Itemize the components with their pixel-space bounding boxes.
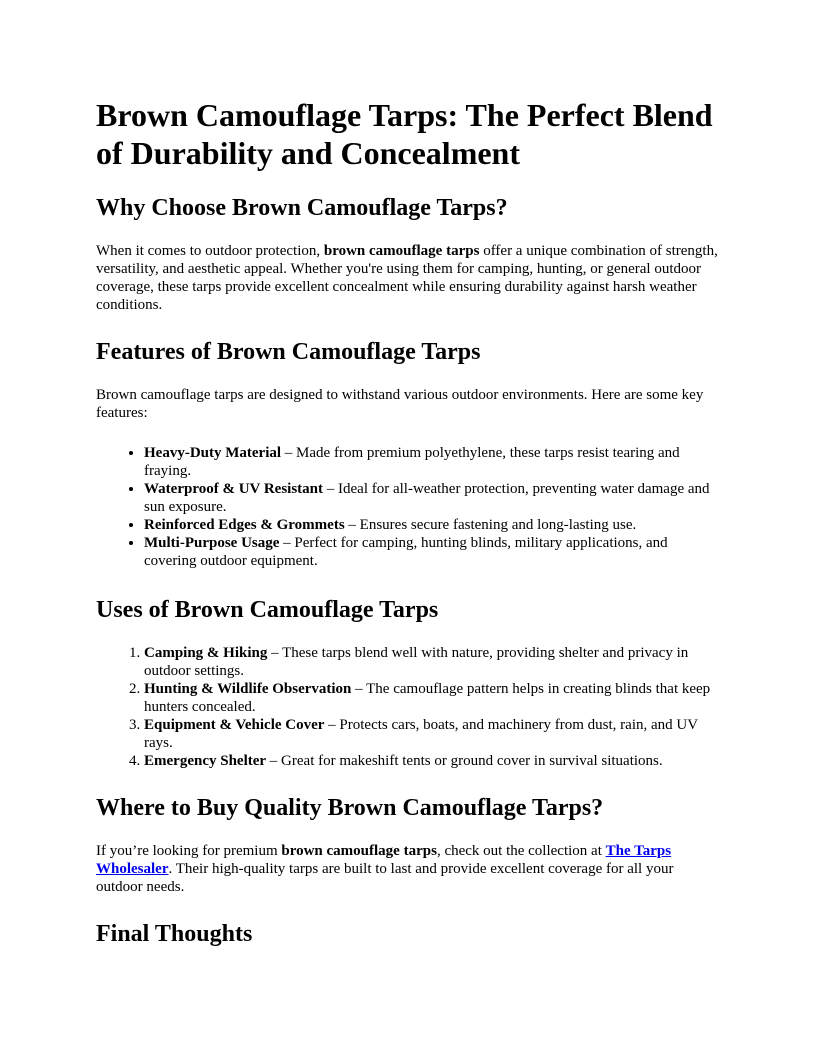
buy-bold-keyword: brown camouflage tarps xyxy=(281,843,437,859)
buy-text-mid: , check out the collection at xyxy=(436,843,606,859)
feature-title: Heavy-Duty Material xyxy=(144,445,282,461)
use-title: Equipment & Vehicle Cover xyxy=(144,717,325,733)
feature-item xyxy=(144,516,720,534)
feature-text: – Ideal for all-weather protection, preventing water damage and sun exposure. xyxy=(144,481,710,515)
heading-why-choose: Why Choose Brown Camouflage Tarps? xyxy=(96,195,508,221)
intro-bold-keyword: brown camouflage tarps xyxy=(323,243,480,259)
intro-paragraph xyxy=(96,242,720,314)
use-title: Emergency Shelter xyxy=(144,753,267,769)
use-title: Camping & Hiking xyxy=(144,645,268,661)
features-list xyxy=(96,444,720,570)
use-item xyxy=(144,752,720,770)
feature-title: Waterproof & UV Resistant xyxy=(144,481,324,497)
buy-paragraph xyxy=(96,842,720,896)
intro-text-post: offer a unique combination of strength, versatility, and aesthetic appeal. Whether you're using them for camping, hunting, or general outdoor coverage, these tarps provide excellent concealment while ensuring durability against harsh weather conditions. xyxy=(96,243,718,313)
use-item xyxy=(144,644,720,680)
use-text: – Great for makeshift tents or ground cover in survival situations. xyxy=(266,753,663,769)
use-text: – These tarps blend well with nature, providing shelter and privacy in outdoor settings. xyxy=(144,645,689,679)
heading-uses: Uses of Brown Camouflage Tarps xyxy=(96,597,439,623)
feature-title: Multi-Purpose Usage xyxy=(144,535,280,551)
feature-item xyxy=(144,534,720,570)
document-content xyxy=(96,96,720,968)
feature-text: – Perfect for camping, hunting blinds, military applications, and covering outdoor equipment. xyxy=(144,535,668,569)
feature-title: Reinforced Edges & Grommets xyxy=(144,517,345,533)
features-intro: Brown camouflage tarps are designed to withstand various outdoor environments. Here are some key features: xyxy=(96,387,704,421)
page-title: Brown Camouflage Tarps: The Perfect Blend of Durability and Concealment xyxy=(96,97,713,171)
use-text: – The camouflage pattern helps in creating blinds that keep hunters concealed. xyxy=(144,681,711,715)
use-text: – Protects cars, boats, and machinery from dust, rain, and UV rays. xyxy=(144,717,698,751)
use-title: Hunting & Wildlife Observation xyxy=(144,681,352,697)
heading-where-to-buy: Where to Buy Quality Brown Camouflage Tarps? xyxy=(96,795,604,821)
feature-item xyxy=(144,480,720,516)
feature-item xyxy=(144,444,720,480)
buy-text-pre: If you’re looking for premium xyxy=(96,843,282,859)
buy-text-post: . Their high-quality tarps are built to last and provide excellent coverage for all your outdoor needs. xyxy=(96,861,674,895)
use-item xyxy=(144,716,720,752)
tarps-wholesaler-link[interactable]: The Tarps Wholesaler xyxy=(96,843,672,877)
heading-final-thoughts: Final Thoughts xyxy=(96,921,253,947)
uses-list xyxy=(96,644,720,770)
heading-features: Features of Brown Camouflage Tarps xyxy=(96,339,481,365)
use-item xyxy=(144,680,720,716)
feature-text: – Ensures secure fastening and long-lasting use. xyxy=(344,517,637,533)
intro-text-pre: When it comes to outdoor protection, xyxy=(96,243,324,259)
feature-text: – Made from premium polyethylene, these tarps resist tearing and fraying. xyxy=(144,445,680,479)
